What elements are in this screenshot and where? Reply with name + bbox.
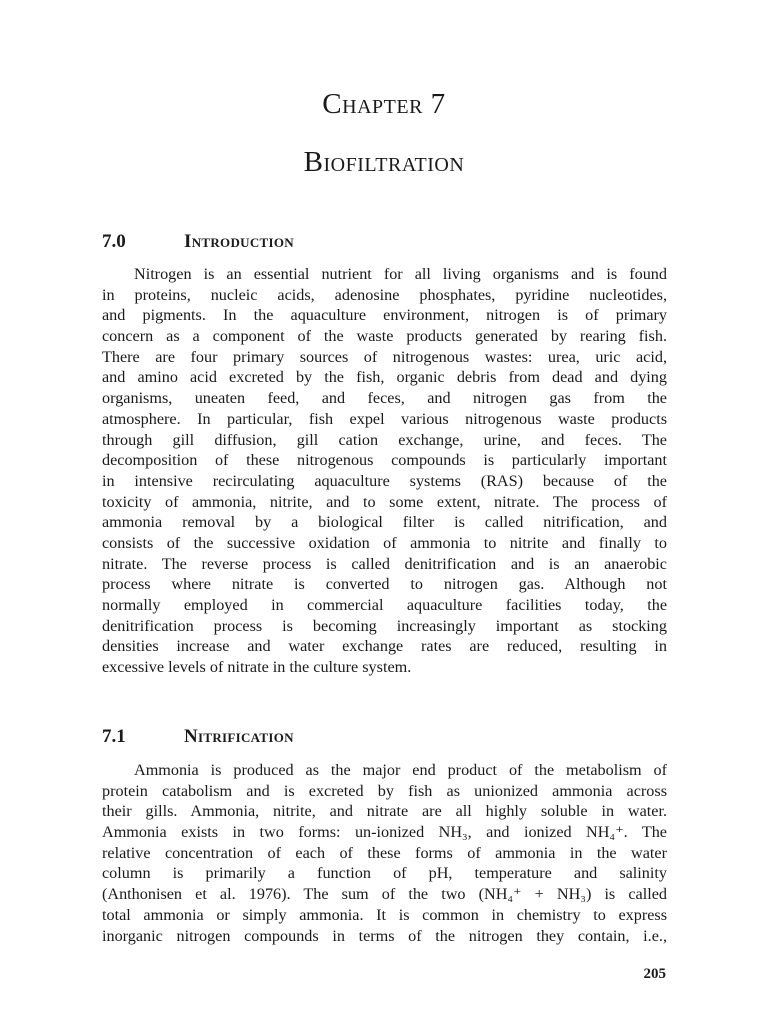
- paragraph-line: their gills. Ammonia, nitrite, and nitrate are all highly soluble in water.: [102, 802, 667, 821]
- paragraph-line: inorganic nitrogen compounds in terms of the nitrogen they contain, i.e.,: [102, 926, 667, 945]
- section-number: 7.1: [102, 726, 126, 747]
- paragraph-line: decomposition of these nitrogenous compounds is particularly important: [102, 451, 667, 470]
- section-title: Nitrification: [184, 726, 294, 747]
- paragraph-line: excessive levels of nitrate in the culture system.: [102, 658, 412, 677]
- paragraph-line: column is primarily a function of pH, temperature and salinity: [102, 864, 667, 883]
- paragraph-line: (Anthonisen et al. 1976). The sum of the two (NH₄⁺ + NH₃) is called: [102, 885, 667, 904]
- section-heading-nitrification: [102, 726, 294, 748]
- paragraph-line: organisms, uneaten feed, and feces, and nitrogen gas from the: [102, 389, 667, 408]
- page-number: 205: [643, 966, 666, 982]
- paragraph-line: and amino acid excreted by the fish, organic debris from dead and dying: [102, 368, 667, 387]
- introduction-paragraph: [102, 264, 667, 678]
- paragraph-line: ammonia removal by a biological filter is called nitrification, and: [102, 513, 667, 532]
- paragraph-line: toxicity of ammonia, nitrite, and to some extent, nitrate. The process of: [102, 492, 667, 511]
- paragraph-line: Nitrogen is an essential nutrient for all living organisms and is found: [134, 265, 667, 283]
- nitrification-paragraph: [102, 760, 667, 946]
- section-heading-introduction: [102, 231, 294, 253]
- paragraph-line: in intensive recirculating aquaculture systems (RAS) because of the: [102, 471, 667, 490]
- paragraph-line: process where nitrate is converted to nitrogen gas. Although not: [102, 575, 667, 594]
- paragraph-line: Ammonia exists in two forms: un-ionized NH₃, and ionized NH₄⁺. The: [102, 823, 667, 842]
- paragraph-line: total ammonia or simply ammonia. It is common in chemistry to express: [102, 905, 667, 924]
- paragraph-line: Ammonia is produced as the major end product of the metabolism of: [134, 761, 667, 779]
- paragraph-line: and pigments. In the aquaculture environment, nitrogen is of primary: [102, 306, 667, 325]
- paragraph-line: denitrification process is becoming increasingly important as stocking: [102, 616, 667, 635]
- paragraph-line: normally employed in commercial aquaculture facilities today, the: [102, 596, 667, 614]
- paragraph-line: nitrate. The reverse process is called denitrification and is an anaerobic: [102, 554, 667, 573]
- paragraph-line: atmosphere. In particular, fish expel various nitrogenous waste products: [102, 409, 667, 428]
- paragraph-line: protein catabolism and is excreted by fish as unionized ammonia across: [102, 781, 667, 800]
- paragraph-line: through gill diffusion, gill cation exchange, urine, and feces. The: [102, 430, 667, 449]
- chapter-title: Biofiltration: [303, 146, 465, 178]
- paragraph-line: densities increase and water exchange rates are reduced, resulting in: [102, 637, 667, 656]
- paragraph-line: concern as a component of the waste products generated by rearing fish.: [102, 327, 667, 346]
- paragraph-line: in proteins, nucleic acids, adenosine phosphates, pyridine nucleotides,: [102, 285, 667, 304]
- paragraph-line: There are four primary sources of nitrogenous wastes: urea, uric acid,: [102, 347, 667, 366]
- paragraph-line: consists of the successive oxidation of ammonia to nitrite and finally to: [102, 533, 667, 552]
- section-title: Introduction: [184, 231, 294, 252]
- chapter-label: Chapter 7: [322, 88, 446, 120]
- paragraph-line: relative concentration of each of these forms of ammonia in the water: [102, 843, 667, 862]
- section-number: 7.0: [102, 231, 126, 252]
